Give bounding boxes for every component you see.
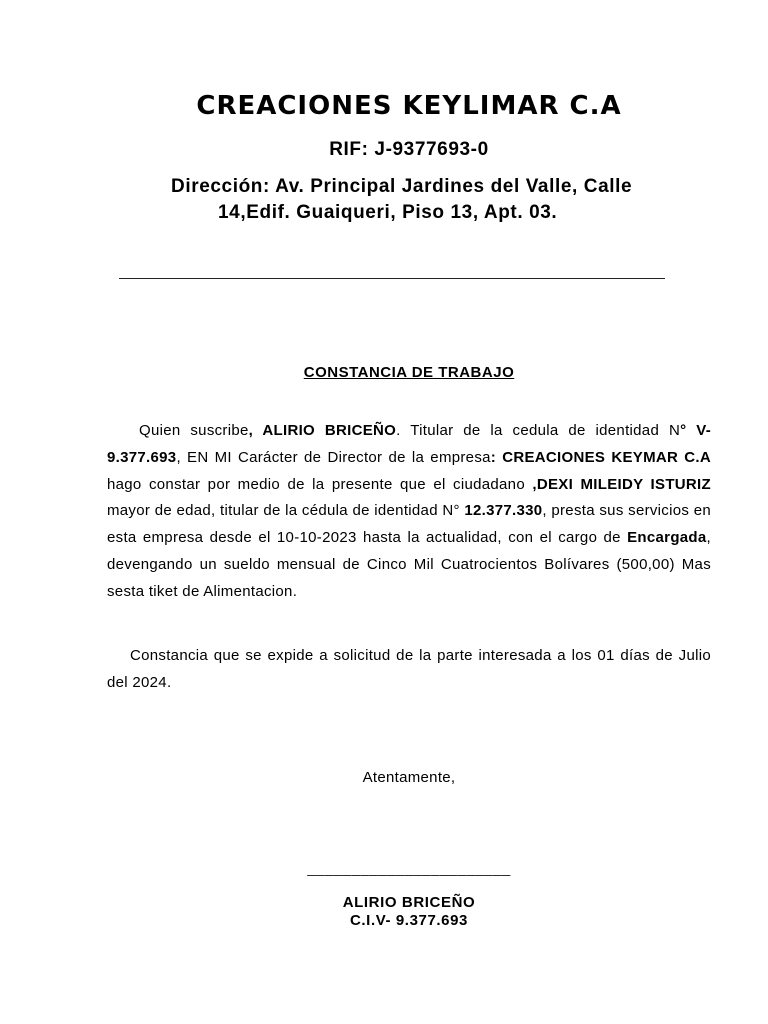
employee-name: ,DEXI MILEIDY ISTURIZ [532,475,711,493]
issuer-name: , ALIRIO BRICEÑO [248,422,397,439]
employee-id-number: 12.377.330 [464,502,543,520]
company-rif: RIF: J-9377693-0 [329,139,489,160]
paragraph-text: hago constar por medio de la presente que el ciudadano [107,475,533,493]
signer-name: ALIRIO BRICEÑO [342,894,476,911]
issuer-id-number: ° V-9.377.693 [107,422,711,466]
paragraph-text: Quien suscribe [139,422,249,439]
issuance-paragraph: Constancia que se expide a solicitud de la parte interesada a los 01 días de Julio del 2024. [107,647,711,691]
document-title: CONSTANCIA DE TRABAJO [303,364,515,381]
company-name: CREACIONES KEYLIMAR C.A [196,91,622,121]
address-line-1: Dirección: Av. Principal Jardines del Valle, Calle [171,176,633,197]
address-line-2: 14,Edif. Guaiqueri, Piso 13, Apt. 03. [218,202,558,223]
signer-id: C.I.V- 9.377.693 [349,912,468,929]
company-name-inline: : CREACIONES KEYMAR C.A [490,448,711,466]
certification-paragraph [107,418,711,606]
signature-line: _______________________ [307,860,511,877]
paragraph-text: mayor de edad, titular de la cédula de identidad N° [107,502,465,520]
paragraph-text: , devengando un sueldo mensual de Cinco Mil Cuatrocientos Bolívares (500,00) Mas sesta tiket de Alimentacion. [107,529,711,600]
header-divider [119,278,665,279]
paragraph-text: , EN MI Carácter de Director de la empresa [176,448,491,466]
company-address [171,174,711,226]
closing-greeting: Atentamente, [362,769,456,786]
employee-position: Encargada [627,529,707,547]
paragraph-text: . Titular de la cedula de identidad N [396,422,681,439]
paragraph-text: , presta sus servicios en esta empresa desde el 10-10-2023 hasta la actualidad, con el cargo de [107,502,711,547]
